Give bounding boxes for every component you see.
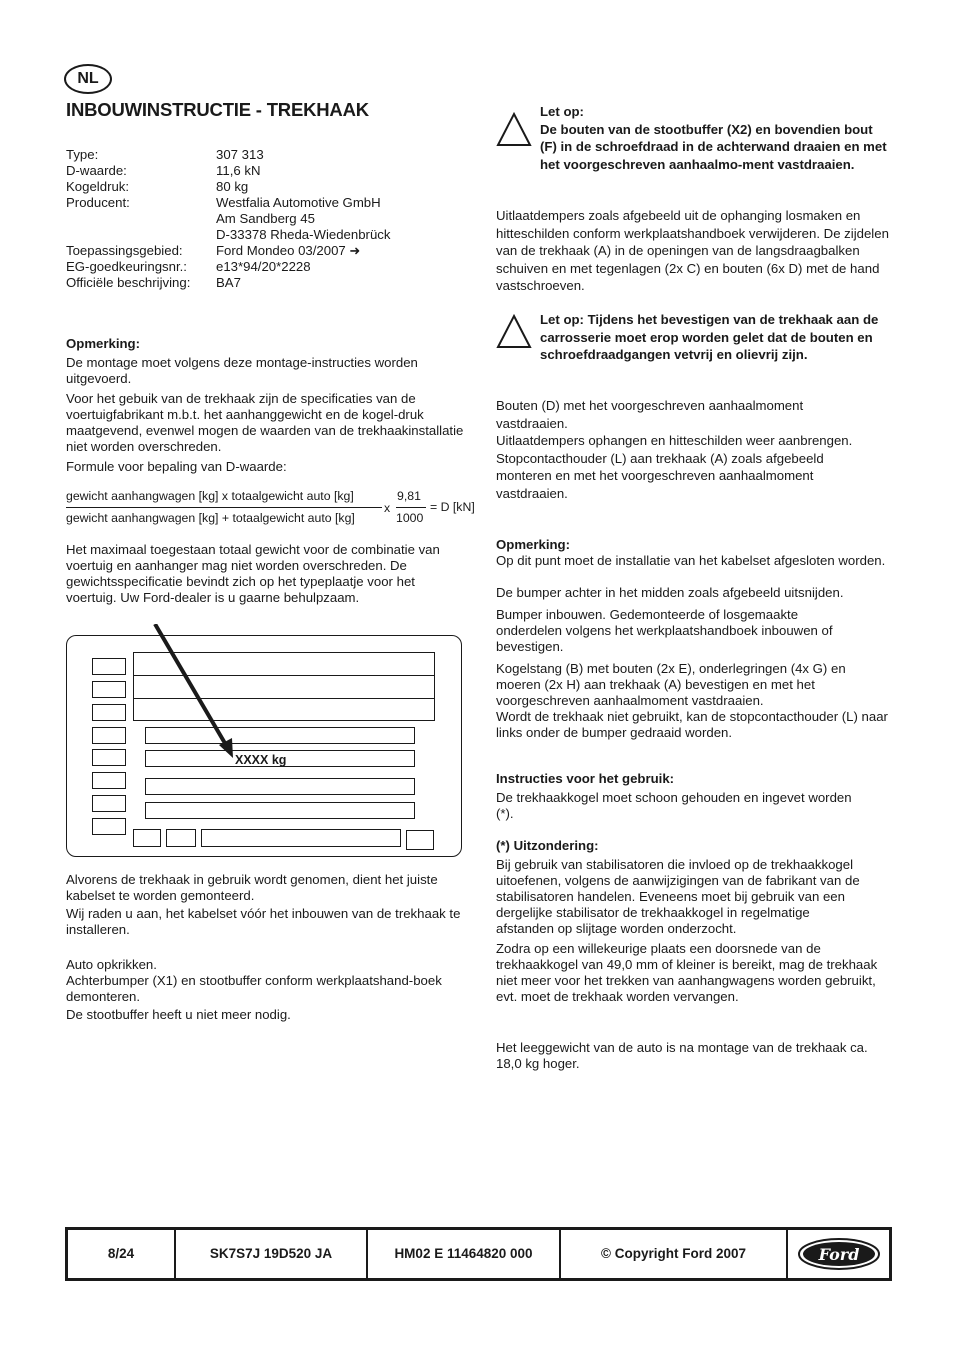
spec-label: D-waarde: [66,163,127,178]
plate-field [166,829,196,847]
step-text: Uitlaatdempers ophangen en hitteschilden weer aanbrengen. [496,433,853,448]
step-text: Bumper inbouwen. Gedemonteerde of losgemaakte onderdelen volgens het werkplaatshandboek inbouwen of bevestigen. [496,607,833,654]
spec-label [66,211,216,227]
step-text: Wordt de trekhaak niet gebruikt, kan de stopcontacthouder (L) naar links onder de bumper gedraaid worden. [496,709,888,740]
remark-heading: Opmerking: [66,336,141,351]
spec-table [66,147,390,291]
spec-row [66,163,390,179]
spec-value: e13*94/20*2228 [216,259,311,274]
step-text: Auto opkrikken. [66,957,157,972]
spec-value: Am Sandberg 45 [216,211,315,226]
weight-note: Het leeggewicht van de auto is na montage van de trekhaak ca. 18,0 kg hoger. [496,1040,868,1071]
plate-field [406,830,434,850]
spec-value: 307 313 [216,147,264,162]
spec-label [66,227,216,243]
formula-numerator: gewicht aanhangwagen [kg] x totaalgewicht auto [kg] [66,489,354,503]
plate-field [133,829,161,847]
warning-title: Let op: [540,104,584,119]
warning-text: Let op: Tijdens het bevestigen van de trekhaak aan de carrosserie moet erop worden gelet dat de bouten en schroefdraadgangen vetvrij en olievrij zijn. [540,312,879,362]
spec-value: BA7 [216,275,241,290]
document-code: SK7S7J 19D520 JA [176,1230,368,1278]
exception-paragraph: Zodra op een willekeurige plaats een doorsnede van de trekhaakkogel van 49,0 mm of kleiner is bereikt, mag de trekhaak niet meer voor het trekken van aanhangwagens worden gebruikt, evt. moet de trekhaak worden vervangen. [496,941,878,1004]
warning-text: De bouten van de stootbuffer (X2) en bovendien bout (F) in de schroefdraad in de achterwand draaien en met het voorgeschreven aanhaalmo-ment vastdraaien. [540,121,887,172]
step-text: Bouten (D) met het voorgeschreven aanhaalmoment vastdraaien. [496,398,804,431]
ford-logo [788,1230,889,1278]
pointer-arrow-icon [67,624,463,764]
spec-row [66,179,390,195]
spec-row [66,211,390,227]
spec-label: Toepassingsgebied: [66,243,183,258]
preparation-section [66,872,466,1023]
d-value-formula [66,487,496,529]
page-number: 8/24 [68,1230,176,1278]
document-number: HM02 E 11464820 000 [368,1230,561,1278]
footer-bar [65,1227,892,1281]
plate-field [92,818,126,835]
formula-times: x [384,501,391,515]
formula-result: = D [kN] [430,500,475,514]
language-badge: NL [64,64,112,94]
warning-triangle-icon [496,313,532,351]
remark-paragraph: De montage moet volgens deze montage-instructies worden uitgevoerd. [66,355,418,386]
formula-factor-denominator: 1000 [396,511,424,525]
copyright-text: © Copyright Ford 2007 [561,1230,788,1278]
remark-section [66,336,466,475]
spec-value: Ford Mondeo 03/2007 ➜ [216,243,361,258]
step-text: Achterbumper (X1) en stootbuffer conform werkplaatshand-boek demonteren. [66,973,442,1004]
plate-field [201,829,401,847]
usage-text: De trekhaakkogel moet schoon gehouden en ingevet worden (*). [496,790,852,821]
max-weight-paragraph: Het maximaal toegestaan totaal gewicht voor de combinatie van voertuig en aanhanger mag niet worden overschreden. De gewichtsspecificatie bevindt zich op het typeplaatje voor het voertuig. Uw Ford-dealer is u gaarne behulpzaam. [66,542,440,605]
plate-field [145,778,415,795]
warning-block [496,103,892,173]
step-text: Kogelstang (B) met bouten (2x E), onderlegringen (4x G) en moeren (2x H) aan trekhaak (A) bevestigen en met het voorgeschreven aanhaalmoment vastdraaien. [496,661,846,708]
spec-value: D-33378 Rheda-Wiedenbrück [216,227,391,242]
fraction-line [66,507,382,508]
step-text: Stopcontacthouder (L) aan trekhaak (A) zoals afgebeeld monteren en met het voorgeschreven aanhaalmoment vastdraaien. [496,450,824,501]
remark-text: Op dit punt moet de installatie van het kabelset afgesloten worden. [496,553,886,568]
plate-weight-value: XXXX kg [235,753,287,767]
type-plate-illustration [66,635,462,857]
svg-text:Ford: Ford [818,1245,859,1264]
exhaust-paragraph: Uitlaatdempers zoals afgebeeld uit de ophanging losmaken en hitteschilden conform werkplaatshandboek verwijderen. De zijdelen van de trekhaak (A) in de openingen van de langsdraagbalken schuiven en met tegenlagen (2x C) en bouten (6x D) met de hand vastschroeven. [496,208,889,293]
formula-denominator: gewicht aanhangwagen [kg] + totaalgewicht auto [kg] [66,511,355,525]
step-text: De stootbuffer heeft u niet meer nodig. [66,1007,291,1022]
plate-field [92,795,126,812]
usage-section [496,771,878,1005]
spec-label: Officiële beschrijving: [66,275,191,290]
usage-heading: Instructies voor het gebruik: [496,771,675,786]
page-title: INBOUWINSTRUCTIE - TREKHAAK [66,99,369,120]
plate-field [145,802,415,819]
spec-row [66,275,390,291]
step-text: De bumper achter in het midden zoals afgebeeld uitsnijden. [496,585,844,600]
ford-logo-icon [797,1237,881,1271]
cable-paragraph: Wij raden u aan, het kabelset vóór het inbouwen van de trekhaak te installeren. [66,906,461,937]
exception-heading: (*) Uitzondering: [496,838,599,853]
spec-row [66,195,390,211]
spec-value: 80 kg [216,179,249,194]
spec-value: Westfalia Automotive GmbH [216,195,381,210]
cable-paragraph: Alvorens de trekhaak in gebruik wordt genomen, dient het juiste kabelset te worden gemonteerd. [66,872,438,903]
spec-label: Type: [66,147,99,162]
spec-label: Kogeldruk: [66,179,130,194]
remark-heading: Opmerking: [496,537,571,552]
warning-block [496,311,892,364]
exception-paragraph: Bij gebruik van stabilisatoren die invloed op de trekhaakkogel uitoefenen, volgens de aanwijzigingen van de fabrikant van de stabilisatoren handelen. Eveneens moet bij gebruik van een dergelijke stabilisator de trekhaakkogel in regelmatige afstanden op slijtage worden onderzocht. [496,857,860,936]
fraction-line [396,507,426,508]
bolt-section [496,397,866,502]
spec-row [66,243,390,259]
formula-intro: Formule voor bepaling van D-waarde: [66,459,287,474]
right-remark-section [496,537,892,741]
remark-paragraph: Voor het gebuik van de trekhaak zijn de specificaties van de voertuigfabrikant m.b.t. het aanhanggewicht en de kogel-druk maatgevend, evenwel mogen de waarden van de trekhaakinstallatie niet worden overschreden. [66,391,464,454]
spec-value: 11,6 kN [216,163,261,178]
plate-field [92,772,126,789]
spec-row [66,227,390,243]
warning-triangle-icon [496,111,532,149]
spec-row [66,147,390,163]
formula-factor-numerator: 9,81 [397,489,421,503]
spec-label: EG-goedkeuringsnr.: [66,259,187,274]
spec-label: Producent: [66,195,130,210]
spec-row [66,259,390,275]
